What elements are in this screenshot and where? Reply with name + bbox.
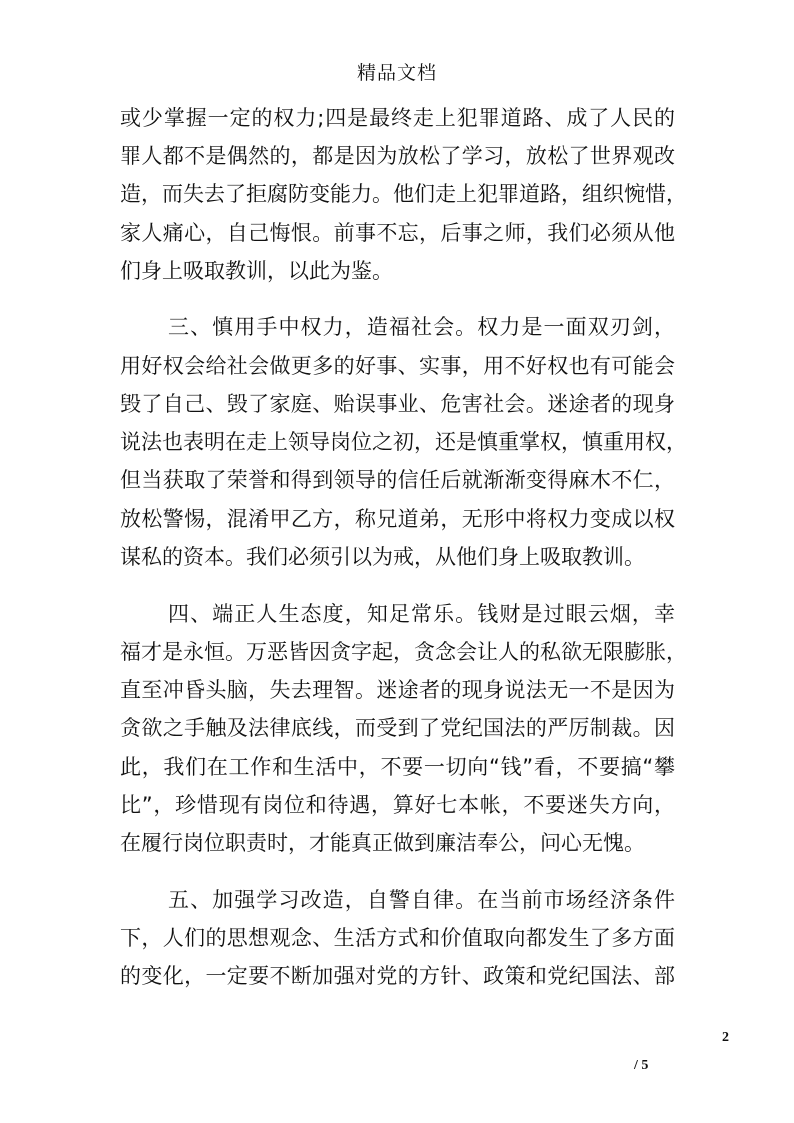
text-line: 贪欲之手触及法律底线，而受到了党纪国法的严厉制裁。因 <box>120 716 675 740</box>
text-line: 造，而失去了拒腐防变能力。他们走上犯罪道路，组织惋惜， <box>120 182 687 206</box>
text-line: 此，我们在工作和生活中，不要一切向“钱”看，不要搞“攀 <box>120 755 675 779</box>
document-header: 精品文档 <box>356 62 437 84</box>
text-line: 罪人都不是偶然的，都是因为放松了学习，放松了世界观改 <box>120 144 675 168</box>
text-line: 在履行岗位职责时，才能真正做到廉洁奉公，问心无愧。 <box>120 831 645 855</box>
text-line: 直至冲昏头脑，失去理智。迷途者的现身说法无一不是因为 <box>120 678 675 702</box>
text-line: 放松警惕，混淆甲乙方，称兄道弟，无形中将权力变成以权 <box>120 507 675 531</box>
page-number: 2 <box>722 1030 729 1045</box>
text-line: 们身上吸取教训，以此为鉴。 <box>120 259 393 283</box>
text-line: 家人痛心，自己悔恨。前事不忘，后事之师，我们必须从他 <box>120 221 675 245</box>
text-line: 的变化，一定要不断加强对党的方针、政策和党纪国法、部 <box>120 964 675 988</box>
paragraph-first-line: 三、慎用手中权力，造福社会。权力是一面双刃剑， <box>168 315 675 339</box>
text-line: 福才是永恒。万恶皆因贪字起，贪念会让人的私欲无限膨胀， <box>120 640 687 664</box>
paragraph-first-line: 五、加强学习改造，自警自律。在当前市场经济条件 <box>168 888 675 912</box>
text-line: 但当获取了荣誉和得到领导的信任后就渐渐变得麻木不仁， <box>120 468 675 492</box>
text-line: 下，人们的思想观念、生活方式和价值取向都发生了多方面 <box>120 926 675 950</box>
text-line: 比”，珍惜现有岗位和待遇，算好七本帐，不要迷失方向， <box>120 793 675 817</box>
text-line: 说法也表明在走上领导岗位之初，还是慎重掌权，慎重用权， <box>120 430 687 454</box>
text-line: 谋私的资本。我们必须引以为戒，从他们身上吸取教训。 <box>120 545 645 569</box>
text-line: 或少掌握一定的权力;四是最终走上犯罪道路、成了人民的 <box>120 106 675 130</box>
page-total: / 5 <box>634 1058 649 1073</box>
text-line: 毁了自己、毁了家庭、贻误事业、危害社会。迷途者的现身 <box>120 392 675 416</box>
paragraph-first-line: 四、端正人生态度，知足常乐。钱财是过眼云烟，幸 <box>168 602 675 626</box>
text-line: 用好权会给社会做更多的好事、实事，用不好权也有可能会 <box>120 354 675 378</box>
